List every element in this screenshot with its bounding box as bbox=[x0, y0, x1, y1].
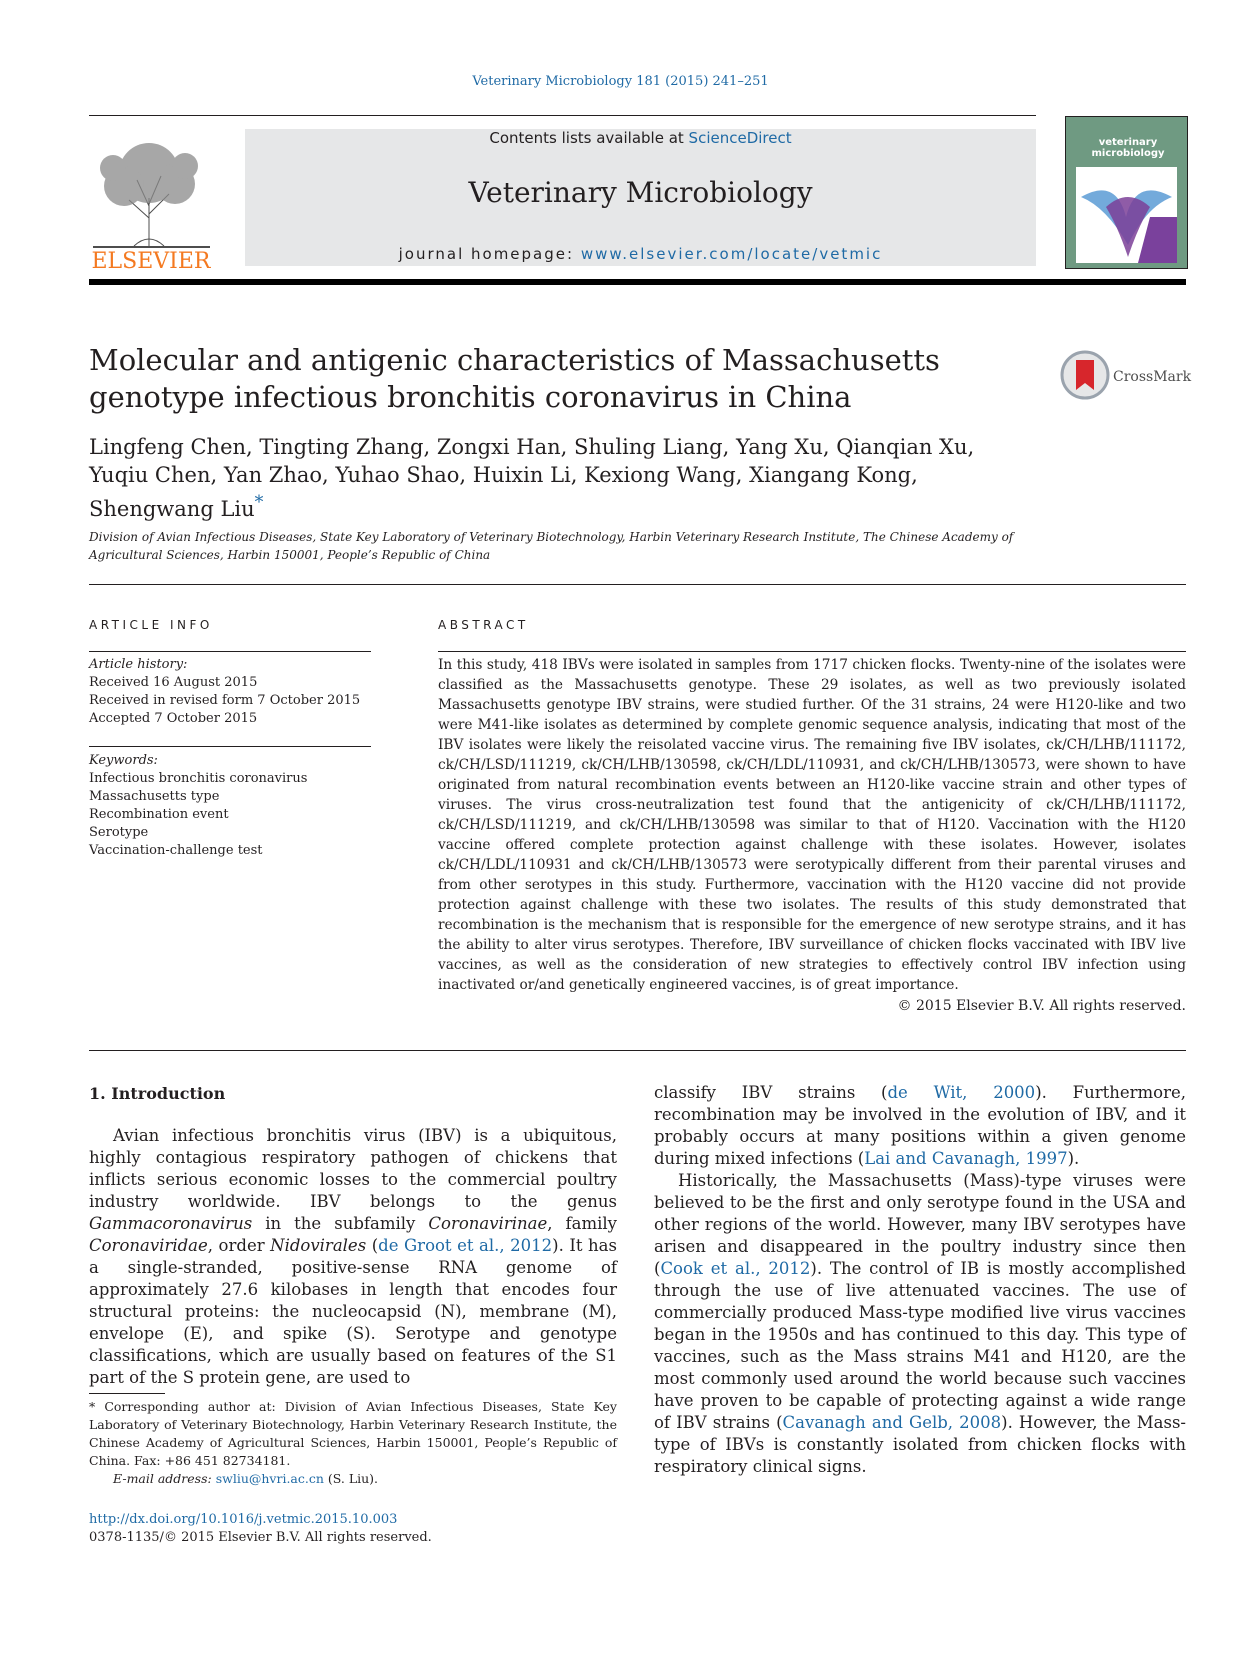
citation-link[interactable]: de Wit, 2000 bbox=[887, 1083, 1036, 1102]
homepage-prefix: journal homepage: bbox=[398, 245, 581, 263]
header-rule bbox=[89, 115, 1036, 116]
article-info-heading: ARTICLE INFO bbox=[89, 618, 213, 632]
corresponding-author-mark[interactable]: * bbox=[254, 493, 264, 513]
article-info-rule bbox=[89, 651, 371, 652]
authors-text: Lingfeng Chen, Tingting Zhang, Zongxi Han, Shuling Liang, Yang Xu, Qianqian Xu, Yuqiu Chen, Yan Zhao, Yuhao Shao, Huixin Li, Kexiong Wang, Xiangang Kong, Shengwang Liu bbox=[89, 435, 975, 521]
keywords-block bbox=[89, 752, 379, 860]
cover-title-1: veterinary bbox=[1098, 137, 1158, 148]
elsevier-wordmark: ELSEVIER bbox=[91, 249, 211, 270]
email-label: E-mail address: bbox=[113, 1471, 216, 1486]
journal-cover bbox=[1065, 116, 1188, 269]
introduction-heading: 1. Introduction bbox=[89, 1084, 226, 1103]
journal-citation[interactable]: Veterinary Microbiology 181 (2015) 241–251 bbox=[472, 74, 769, 89]
crossmark-icon bbox=[1060, 350, 1195, 400]
keyword-item: Vaccination-challenge test bbox=[89, 843, 263, 858]
section-rule bbox=[89, 584, 1186, 585]
order-name: Nidovirales bbox=[270, 1236, 367, 1255]
footnote-email-line bbox=[89, 1470, 617, 1488]
revised-date: Received in revised form 7 October 2015 bbox=[89, 693, 361, 708]
keyword-item: Serotype bbox=[89, 825, 149, 840]
history-label: Article history: bbox=[89, 657, 188, 672]
body-rule bbox=[89, 1050, 1186, 1051]
intro-column-right bbox=[654, 1082, 1186, 1478]
homepage-line bbox=[245, 245, 1036, 263]
keywords-label: Keywords: bbox=[89, 753, 158, 768]
homepage-link[interactable]: www.elsevier.com/locate/vetmic bbox=[580, 245, 883, 263]
intro-paragraph-1: Avian infectious bronchitis virus (IBV) is a ubiquitous, highly contagious respiratory pathogen of chickens that inflicts serious economic losses to the commercial poultry industry worldwide. IBV belongs to the genus Gammacoronavirus in the subfamily Coronavirinae, family Coronaviridae, order Nidovirales (de Groot et al., 2012). It has a single-stranded, positive-sense RNA genome of approximately 27.6 kilobases in length that encodes four structural proteins: the nucleocapsid (N), membrane (M), envelope (E), and spike (S). Serotype and genotype classifications, which are usually based on features of the S1 part of the S protein gene, are used to bbox=[89, 1126, 617, 1387]
article-title: Molecular and antigenic characteristics of Massachusetts genotype infectious bronchitis coronavirus in China bbox=[89, 343, 940, 414]
family-name: Coronaviridae bbox=[89, 1236, 208, 1255]
intro-column-left bbox=[89, 1125, 617, 1389]
footnote-text-block bbox=[89, 1398, 617, 1470]
abstract-heading: ABSTRACT bbox=[438, 618, 529, 632]
citation-link[interactable]: Cook et al., 2012 bbox=[660, 1259, 811, 1278]
abstract-text: In this study, 418 IBVs were isolated in samples from 1717 chicken flocks. Twenty-nine of the isolates were classified as the Massachusetts genotype. These 29 isolates, as well as two previously isolated Massachusetts genotype IBV strains, were studied further. Of the 31 strains, 24 were H120-like and two were M41-like isolates as determined by complete genomic sequence analysis, indicating that most of the IBV isolates were likely the reisolated vaccine virus. The remaining five IBV isolates, ck/CH/LHB/111172, ck/CH/LSD/111219, ck/CH/LHB/130598, ck/CH/LDL/110931, and ck/CH/LHB/130573, were shown to have originated from natural recombination events between an H120-like vaccine strain and other types of viruses. The virus cross-neutralization test found that the antigenicity of ck/CH/LHB/111172, ck/CH/LSD/111219, and ck/CH/LHB/130598 was similar to that of H120. Vaccination with the H120 vaccine offered complete protection against challenge with these isolates. However, isolates ck/CH/LDL/110931 and ck/CH/LHB/130573 were serotypically different from their parental viruses and from other serotypes in this study. Furthermore, vaccination with the H120 vaccine did not provide protection against challenge with these two isolates. The results of this study demonstrated that recombination is the mechanism that is responsible for the emergence of new serotype strains, and it has the ability to alter virus serotypes. Therefore, IBV surveillance of chicken flocks vaccinated with IBV live vaccines, as well as the consideration of new strategies to effectively control IBV infection using inactivated or/and genetically engineered vaccines, is of great importance. bbox=[438, 657, 1186, 993]
crossmark-label: CrossMark bbox=[1113, 369, 1192, 385]
keyword-item: Infectious bronchitis coronavirus bbox=[89, 771, 308, 786]
keyword-item: Massachusetts type bbox=[89, 789, 220, 804]
received-date: Received 16 August 2015 bbox=[89, 675, 258, 690]
doi-link[interactable]: http://dx.doi.org/10.1016/j.vetmic.2015.10.003 bbox=[89, 1512, 398, 1527]
intro-paragraph-1-continued: classify IBV strains (de Wit, 2000). Furthermore, recombination may be involved in the evolution of IBV, and it probably occurs at many positions within a given genome during mixed infections (Lai and Cavanagh, 1997). bbox=[654, 1083, 1186, 1168]
affiliation: Division of Avian Infectious Diseases, State Key Laboratory of Veterinary Biotechnology, Harbin Veterinary Research Institute, The Chinese Academy of Agricultural Sciences, Harbin 150001, People’s Republic of China bbox=[89, 530, 1014, 562]
intro-paragraph-2: Historically, the Massachusetts (Mass)-type viruses were believed to be the first and only serotype found in the USA and other regions of the world. However, many IBV serotypes have arisen and disappeared in the poultry industry since then (Cook et al., 2012). The control of IB is mostly accomplished through the use of live attenuated vaccines. The use of commercially produced Mass-type modified live virus vaccines began in the 1950s and has continued to this day. This type of vaccines, such as the Mass strains M41 and H120, are the most commonly used around the world because such vaccines have proven to be capable of protecting against a wide range of IBV strains (Cavanagh and Gelb, 2008). However, the Mass-type of IBVs is constantly isolated from chicken flocks with respiratory clinical signs. bbox=[654, 1171, 1186, 1476]
footnote-rule bbox=[89, 1393, 165, 1394]
citation-link[interactable]: Cavanagh and Gelb, 2008 bbox=[782, 1413, 1002, 1432]
footnote-text: Corresponding author at: Division of Avian Infectious Diseases, State Key Laboratory of Veterinary Biotechnology, Harbin Veterinary Research Institute, the Chinese Academy of Agricultural Sciences, Harbin 150001, People’s Republic of China. Fax: +86 451 82734181. bbox=[89, 1399, 617, 1468]
elsevier-tree-logo bbox=[89, 128, 214, 270]
subfamily-name: Coronavirinae bbox=[428, 1214, 548, 1233]
footnote-mark: * bbox=[89, 1399, 96, 1414]
email-link[interactable]: swliu@hvri.ac.cn bbox=[215, 1471, 324, 1486]
contents-prefix: Contents lists available at bbox=[489, 129, 689, 147]
keyword-item: Recombination event bbox=[89, 807, 229, 822]
contents-line bbox=[245, 129, 1036, 147]
article-history bbox=[89, 656, 379, 728]
header-thick-rule bbox=[89, 279, 1186, 285]
journal-masthead bbox=[245, 129, 1036, 266]
keywords-rule bbox=[89, 746, 371, 747]
genus-name: Gammacoronavirus bbox=[89, 1214, 253, 1233]
sciencedirect-link[interactable]: ScienceDirect bbox=[688, 129, 792, 147]
email-suffix: (S. Liu). bbox=[323, 1471, 379, 1486]
cover-art bbox=[1066, 117, 1187, 268]
abstract-copyright: © 2015 Elsevier B.V. All rights reserved. bbox=[897, 998, 1186, 1014]
journal-name: Veterinary Microbiology bbox=[468, 176, 813, 209]
accepted-date: Accepted 7 October 2015 bbox=[89, 711, 258, 726]
issn-line: 0378-1135/© 2015 Elsevier B.V. All rights reserved. bbox=[89, 1530, 432, 1545]
cover-title-2: microbiology bbox=[1091, 148, 1165, 159]
corresponding-author-footnote bbox=[89, 1398, 617, 1488]
crossmark-badge[interactable] bbox=[1060, 350, 1195, 400]
citation-link[interactable]: de Groot et al., 2012 bbox=[378, 1236, 553, 1255]
abstract-rule bbox=[438, 651, 1186, 652]
author-list bbox=[89, 433, 1039, 523]
citation-link[interactable]: Lai and Cavanagh, 1997 bbox=[864, 1149, 1068, 1168]
